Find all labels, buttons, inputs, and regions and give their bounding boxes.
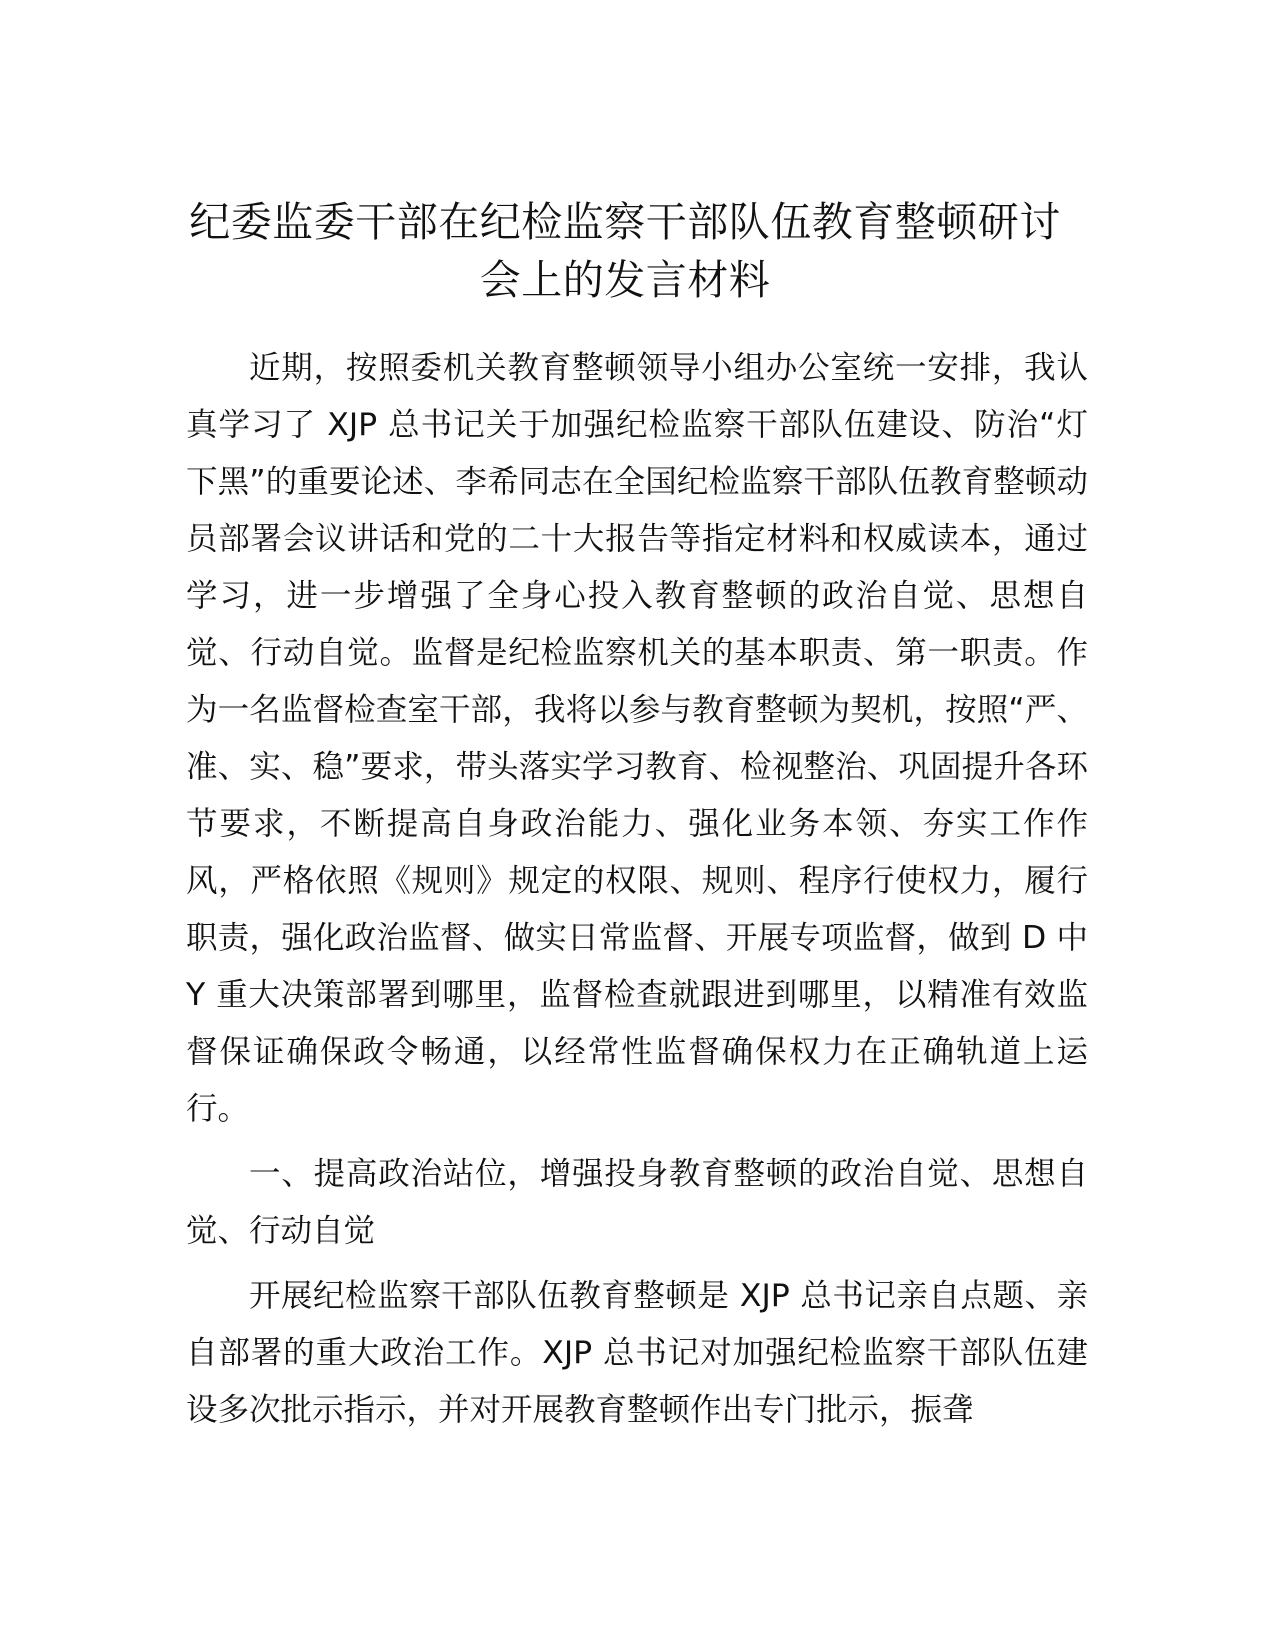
paragraph-intro: 近期，按照委机关教育整顿领导小组办公室统一安排，我认真学习了 XJP 总书记关于加强纪检监察干部队伍建设、防治“灯下黑”的重要论述、李希同志在全国纪检监察干部队伍教育整顿动员部署会议讲话和党的二十大报告等指定材料和权威读本，通过学习，进一步增强了全身心投入教育整顿的政治自觉、思想自觉、行动自觉。监督是纪检监察机关的基本职责、第一职责。作为一名监督检查室干部，我将以参与教育整顿为契机，按照“严、准、实、稳”要求，带头落实学习教育、检视整治、巩固提升各环节要求，不断提高自身政治能力、强化业务本领、夯实工作作风，严格依照《规则》规定的权限、规则、程序行使权力，履行职责，强化政治监督、做实日常监督、开展专项监督，做到 D 中 Y 重大决策部署到哪里，监督检查就跟进到哪里，以精准有效监督保证确保政令畅通，以经常性监督确保权力在正确轨道上运行。 (186, 350, 1088, 1127)
document-body (186, 340, 1088, 1447)
section-heading-1: 一、提高政治站位，增强投身教育整顿的政治自觉、思想自觉、行动自觉 (186, 1156, 1088, 1249)
document-title: 纪委监委干部在纪检监察干部队伍教育整顿研讨会上的发言材料 (189, 198, 1061, 304)
paragraph-section-1: 开展纪检监察干部队伍教育整顿是 XJP 总书记亲自点题、亲自部署的重大政治工作。XJP 总书记对加强纪检监察干部队伍建设多次批示指示，并对开展教育整顿作出专门批示，振聋 (186, 1278, 1088, 1428)
